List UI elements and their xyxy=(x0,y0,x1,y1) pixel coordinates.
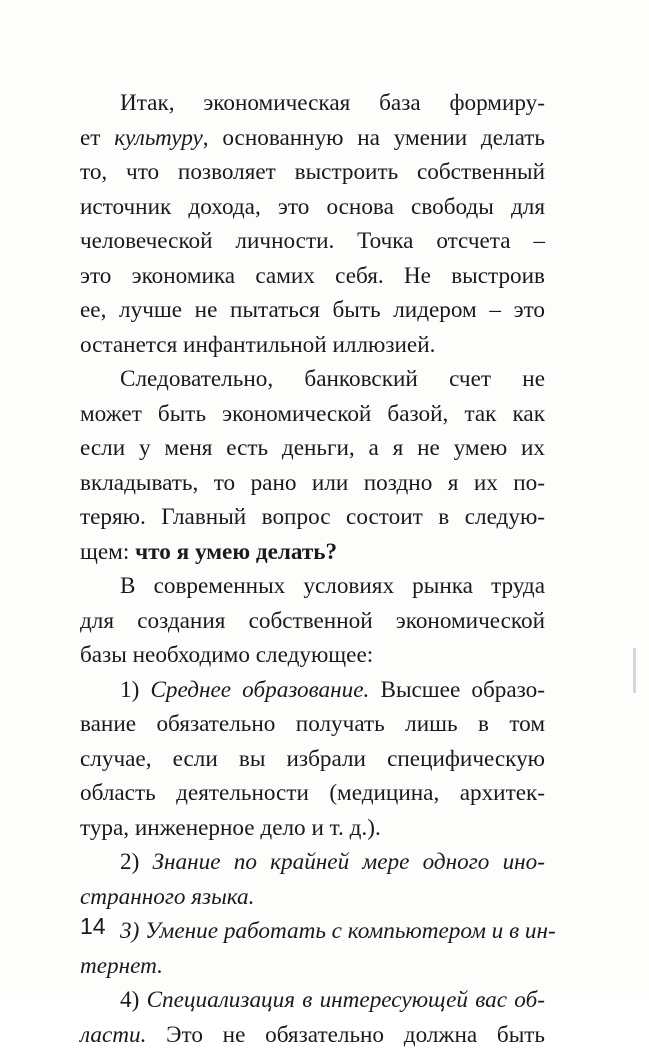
italic-text: странного языка. xyxy=(80,884,254,910)
text-run: область деятельности (медицина, архитек- xyxy=(80,780,545,806)
text-line xyxy=(80,259,545,294)
text-line xyxy=(80,293,545,328)
text-run: Следовательно, банковский счет не xyxy=(120,366,545,392)
text-line xyxy=(80,983,545,1018)
text-run: ее, лучше не пытаться быть лидером – это xyxy=(80,297,545,323)
text-line xyxy=(80,190,545,225)
text-run: теряю. Главный вопрос состоит в следую- xyxy=(80,504,545,530)
text-run: ет xyxy=(80,125,114,151)
text-run: 4) xyxy=(120,987,147,1013)
italic-text: тернет. xyxy=(80,953,163,979)
italic-text: ласти. xyxy=(80,1022,146,1048)
text-run: тура, инженерное дело и т. д.). xyxy=(80,815,381,841)
text-line xyxy=(80,638,545,673)
text-run: вание обязательно получать лишь в том xyxy=(80,711,545,737)
text-line xyxy=(80,500,545,535)
text-run: останется инфантильной иллюзией. xyxy=(80,332,435,358)
text-run: , основанную на умении делать xyxy=(203,125,545,151)
text-run: Высшее образо- xyxy=(369,677,545,703)
text-run: Это не обязательно должна быть xyxy=(146,1022,545,1048)
text-line xyxy=(80,949,545,984)
paragraph xyxy=(80,86,545,362)
text-line xyxy=(80,1018,545,1052)
italic-text: Специализация в интересующей вас об- xyxy=(147,987,545,1013)
text-line xyxy=(80,880,545,915)
text-run: если у меня есть деньги, а я не умею их xyxy=(80,435,545,461)
text-line xyxy=(80,224,545,259)
text-line xyxy=(80,155,545,190)
text-line xyxy=(80,742,545,777)
text-line xyxy=(80,328,545,363)
text-line xyxy=(80,707,545,742)
text-line xyxy=(80,466,545,501)
paragraph xyxy=(80,845,545,914)
text-line xyxy=(80,604,545,639)
text-line xyxy=(80,431,545,466)
page-edge-shadow xyxy=(633,648,636,693)
paragraph xyxy=(80,362,545,569)
paragraph xyxy=(80,569,545,673)
italic-text: Знание по крайней мере одного ино- xyxy=(153,849,545,875)
paragraph xyxy=(80,673,545,846)
text-run: источник дохода, это основа свободы для xyxy=(80,194,545,220)
text-line xyxy=(80,535,545,570)
paragraph xyxy=(80,983,545,1052)
text-run: вкладывать, то рано или поздно я их по- xyxy=(80,470,545,496)
paragraph xyxy=(80,914,545,983)
text-line xyxy=(80,914,545,949)
text-run: случае, если вы избрали специфическую xyxy=(80,746,545,772)
text-line xyxy=(80,569,545,604)
text-line xyxy=(80,845,545,880)
page-number: 14 xyxy=(80,913,106,940)
text-run: Итак, экономическая база формиру- xyxy=(120,90,545,116)
text-run: для создания собственной экономической xyxy=(80,608,545,634)
text-run: 2) xyxy=(120,849,153,875)
text-run: может быть экономической базой, так как xyxy=(80,401,545,427)
text-line xyxy=(80,121,545,156)
italic-text: культуру xyxy=(114,125,203,151)
text-run: 1) xyxy=(120,677,150,703)
text-run: В современных условиях рынка труда xyxy=(120,573,545,599)
text-line xyxy=(80,397,545,432)
italic-text: 3) Умение работать с компьютером и в ин- xyxy=(120,918,556,944)
text-line xyxy=(80,811,545,846)
text-run: это экономика самих себя. Не выстроив xyxy=(80,263,545,289)
body-text xyxy=(80,86,545,1052)
italic-text: Среднее образование. xyxy=(150,677,369,703)
text-line xyxy=(80,362,545,397)
bold-text: что я умею делать? xyxy=(135,539,337,565)
text-run: то, что позволяет выстроить собственный xyxy=(80,159,545,185)
text-line xyxy=(80,86,545,121)
text-line xyxy=(80,673,545,708)
text-run: щем: xyxy=(80,539,135,565)
text-run: человеческой личности. Точка отсчета – xyxy=(80,228,545,254)
text-run: базы необходимо следующее: xyxy=(80,642,373,668)
text-line xyxy=(80,776,545,811)
